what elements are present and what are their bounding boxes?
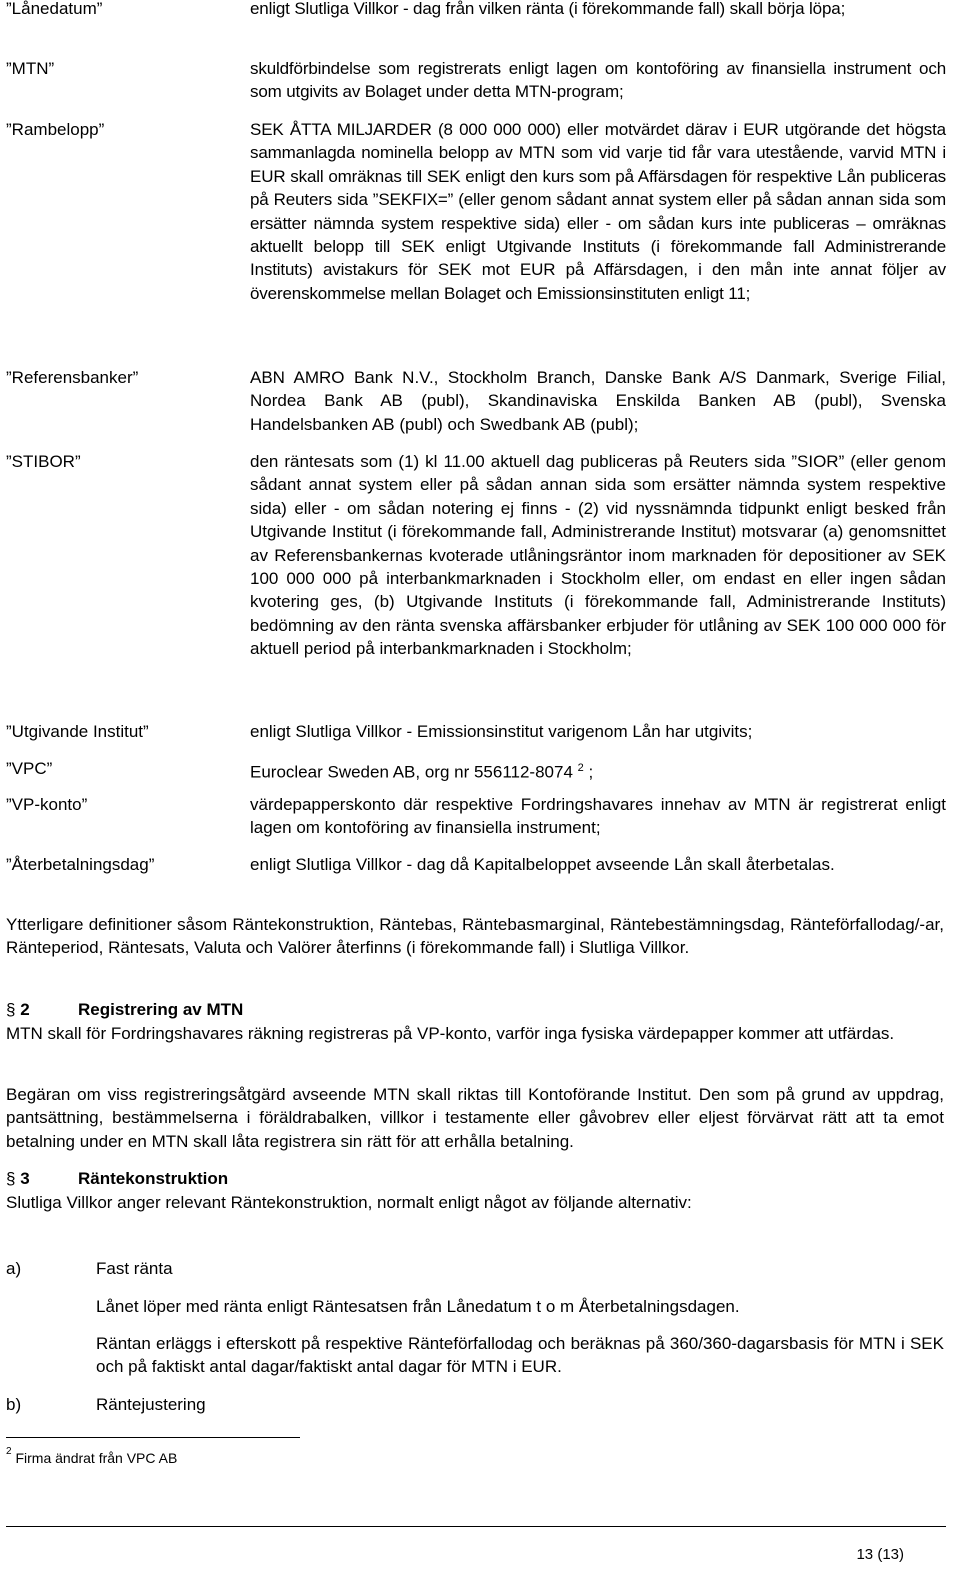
alternative-b	[6, 1393, 206, 1416]
page-footer-rule	[6, 1526, 946, 1527]
definition-lanedatum	[6, 0, 946, 20]
page-number: 13 (13)	[856, 1546, 904, 1563]
definition-vpc	[6, 757, 946, 784]
alternative-title: Fast ränta	[96, 1259, 173, 1278]
definition-term: ”MTN”	[6, 59, 55, 78]
footnote	[6, 1446, 178, 1467]
definition-text: enligt Slutliga Villkor - Emissionsinstitut varigenom Lån har utgivits;	[250, 722, 753, 741]
section-3-intro: Slutliga Villkor anger relevant Räntekonstruktion, normalt enligt något av följande alternativ:	[6, 1193, 692, 1212]
definition-vp-konto	[6, 793, 946, 840]
definition-mtn	[6, 57, 946, 104]
section-3-heading: § 3 Räntekonstruktion	[6, 1169, 229, 1188]
definition-term: ”Återbetalningsdag”	[6, 855, 155, 874]
footnote-text: Firma ändrat från VPC AB	[15, 1450, 178, 1466]
alternative-label: b)	[6, 1395, 22, 1414]
definition-text: enligt Slutliga Villkor - dag då Kapitalbeloppet avseende Lån skall återbetalas.	[250, 855, 835, 874]
section-2-paragraph-1: MTN skall för Fordringshavares räkning registreras på VP-konto, varför inga fysiska värdepapper kommer att utfärdas.	[6, 1024, 895, 1043]
definition-utgivande-institut	[6, 720, 946, 743]
alternative-a	[6, 1257, 173, 1280]
definition-term: ”Rambelopp”	[6, 120, 105, 139]
alternative-title: Räntejustering	[96, 1395, 206, 1414]
definition-term: ”Referensbanker”	[6, 368, 139, 387]
alternative-a-paragraph-1: Lånet löper med ränta enligt Räntesatsen från Lånedatum t o m Återbetalningsdagen.	[96, 1297, 740, 1316]
definition-stibor	[6, 450, 946, 661]
definition-text: SEK ÅTTA MILJARDER (8 000 000 000) eller motvärdet därav i EUR utgörande det högsta sammanlagda nominella belopp av MTN som vid varje tid får vara utestående, varvid MTN i EUR skall omräknas till SEK enligt den kurs som på Affärsdagen för respektive Lån publiceras på Reuters sida ”SEKFIX=” (eller genom sådant annat system eller på sådan annan sida som ersätter nämnda system respektive sida) eller - om sådan kurs inte publiceras – omräknas aktuellt belopp till SEK enligt Utgivande Instituts (i förekommande fall Administrerande Instituts) avistakurs för SEK mot EUR på Affärsdagen, i den mån inte annat följer av överenskommelse mellan Bolaget och Emissionsinstituten enligt 11;	[250, 120, 946, 303]
definition-text: värdepapperskonto där respektive Fordringshavares innehav av MTN är registrerat enligt lagen om kontoföring av finansiella instrument;	[250, 795, 946, 838]
paragraph-more-definitions: Ytterligare definitioner såsom Räntekonstruktion, Räntebas, Räntebasmarginal, Räntebestämningsdag, Ränteförfallodag/-ar, Ränteperiod, Räntesats, Valuta och Valörer återfinns (i förekommande fall) i Slutliga Villkor.	[6, 915, 944, 958]
alternative-label: a)	[6, 1259, 22, 1278]
footnote-separator	[6, 1437, 300, 1438]
definition-referensbanker	[6, 366, 946, 436]
section-2-paragraph-2: Begäran om viss registreringsåtgärd avseende MTN skall riktas till Kontoförande Institut. Den som på grund av uppdrag, pantsättning, bestämmelserna i föräldrabalken, villkor i testamente eller gåvobrev eller eljest förvärvat rätt att ta emot betalning under en MTN skall låta registrera sin rätt för att erhålla betalning.	[6, 1085, 944, 1151]
footnote-reference: 2	[577, 762, 584, 774]
definition-text: den räntesats som (1) kl 11.00 aktuell dag publiceras på Reuters sida ”SIOR” (eller genom sådant annat system eller på sådan annan sida som ersätter nämnda system respektive sida) eller - om sådan notering ej finns - (2) vid nyssnämnda tidpunkt enligt besked från Utgivande Institut (i förekommande fall, Administrerande Institut) motsvarar (a) genomsnittet av Referensbankernas kvoterade utlåningsräntor inom marknaden för depositioner av SEK 100 000 000 på interbankmarknaden i Stockholm eller, om endast en eller ingen sådan kvotering ges, (b) Utgivande Instituts (i förekommande fall, Administrerande Instituts) bedömning av den ränta svenska affärsbanker erbjuder för utlåning av SEK 100 000 000 för aktuell period på interbankmarknaden i Stockholm;	[250, 452, 946, 659]
definition-rambelopp	[6, 118, 946, 305]
definition-term: ”STIBOR”	[6, 452, 81, 471]
definition-text: Euroclear Sweden AB, org nr 556112-8074 $^2$ ;	[250, 762, 594, 782]
definition-term: ”Utgivande Institut”	[6, 722, 149, 741]
definition-term: ”Lånedatum”	[6, 0, 103, 18]
definition-term: ”VPC”	[6, 759, 53, 778]
definition-aterbetalningsdag	[6, 853, 946, 876]
alternative-a-paragraph-2: Räntan erläggs i efterskott på respektive Ränteförfallodag och beräknas på 360/360-dagarsbasis för MTN i SEK och på faktiskt antal dagar/faktiskt antal dagar för MTN i EUR.	[96, 1334, 944, 1377]
footnote-number: 2	[6, 1446, 12, 1457]
definition-text: skuldförbindelse som registrerats enligt lagen om kontoföring av finansiella instrument och som utgivits av Bolaget under detta MTN-program;	[250, 59, 946, 102]
definition-text: enligt Slutliga Villkor - dag från vilken ränta (i förekommande fall) skall börja löpa;	[250, 0, 846, 18]
definition-text: ABN AMRO Bank N.V., Stockholm Branch, Danske Bank A/S Danmark, Sverige Filial, Nordea Bank AB (publ), Skandinaviska Enskilda Banken AB (publ), Svenska Handelsbanken AB (publ) och Swedbank AB (publ);	[250, 368, 946, 434]
section-2-heading: § 2 Registrering av MTN	[6, 1000, 244, 1019]
definition-term: ”VP-konto”	[6, 795, 88, 814]
